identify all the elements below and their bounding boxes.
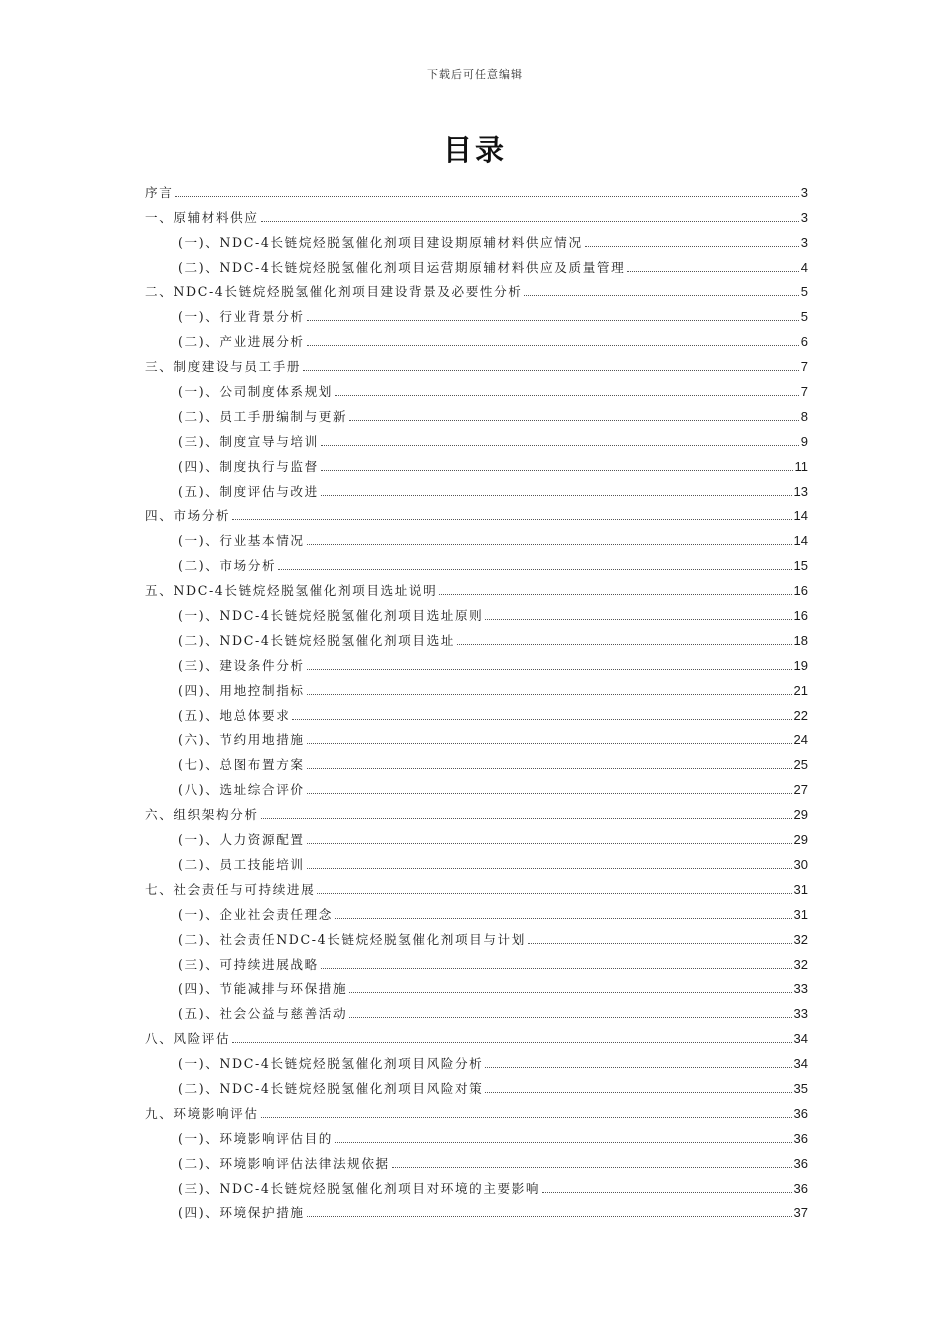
toc-entry-text: (三)、制度宣导与培训: [178, 433, 319, 449]
toc-entry-text: (一)、NDC-4长链烷烃脱氢催化剂项目建设期原辅材料供应情况: [178, 234, 583, 250]
toc-row[interactable]: [145, 375, 808, 400]
toc-page-number: 7: [800, 359, 808, 375]
toc-entry-text: (二)、产业进展分析: [178, 334, 305, 350]
toc-page-number: 31: [793, 906, 808, 922]
toc-row[interactable]: [145, 773, 808, 798]
toc-page-number: 3: [800, 209, 808, 225]
toc-row[interactable]: [145, 400, 808, 425]
toc-row[interactable]: [145, 649, 808, 674]
toc-leader-dots: [232, 1042, 791, 1043]
toc-page-number: 29: [793, 832, 808, 848]
toc-row[interactable]: [145, 350, 808, 375]
toc-entry-text: 九、环境影响评估: [145, 1105, 259, 1121]
toc-leader-dots: [307, 345, 799, 346]
toc-page-number: 34: [793, 1056, 808, 1072]
toc-leader-dots: [528, 943, 792, 944]
toc-leader-dots: [542, 1192, 791, 1193]
toc-leader-dots: [321, 445, 799, 446]
toc-page-number: 34: [793, 1031, 808, 1047]
toc-leader-dots: [261, 221, 799, 222]
toc-leader-dots: [627, 271, 798, 272]
toc-page-number: 36: [793, 1180, 808, 1196]
toc-leader-dots: [485, 619, 791, 620]
toc-page-number: 32: [793, 931, 808, 947]
toc-leader-dots: [485, 1067, 791, 1068]
toc-leader-dots: [307, 768, 792, 769]
toc-page-number: 5: [800, 284, 808, 300]
toc-leader-dots: [307, 793, 792, 794]
toc-page-number: 31: [793, 881, 808, 897]
toc-page-number: 33: [793, 1006, 808, 1022]
toc-leader-dots: [317, 893, 791, 894]
toc-leader-dots: [585, 246, 799, 247]
toc-entry-text: 五、NDC-4长链烷烃脱氢催化剂项目选址说明: [145, 583, 438, 599]
toc-row[interactable]: [145, 325, 808, 350]
toc-entry-text: (二)、环境影响评估法律法规依据: [178, 1155, 390, 1171]
toc-row[interactable]: [145, 1197, 808, 1222]
toc-row[interactable]: [145, 1022, 808, 1047]
toc-entry-text: 七、社会责任与可持续进展: [145, 881, 316, 897]
toc-page-number: 37: [793, 1205, 808, 1221]
toc-row[interactable]: [145, 823, 808, 848]
toc-row[interactable]: [145, 973, 808, 998]
toc-leader-dots: [335, 1142, 792, 1143]
toc-entry-text: (一)、NDC-4长链烷烃脱氢催化剂项目选址原则: [178, 608, 484, 624]
toc-entry-text: (二)、员工技能培训: [178, 856, 305, 872]
toc-leader-dots: [335, 918, 792, 919]
toc-leader-dots: [439, 594, 791, 595]
toc-leader-dots: [349, 1017, 791, 1018]
toc-page-number: 36: [793, 1130, 808, 1146]
toc-leader-dots: [292, 719, 791, 720]
toc-entry-text: (四)、制度执行与监督: [178, 458, 319, 474]
toc-page-number: 25: [793, 757, 808, 773]
toc-entry-text: (五)、制度评估与改进: [178, 483, 319, 499]
toc-leader-dots: [232, 519, 791, 520]
toc-page-number: 35: [793, 1080, 808, 1096]
toc-entry-text: (六)、节约用地措施: [178, 732, 305, 748]
toc-entry-text: (四)、环境保护措施: [178, 1205, 305, 1221]
toc-page-number: 5: [800, 309, 808, 325]
toc-page-number: 16: [793, 608, 808, 624]
toc-row[interactable]: [145, 873, 808, 898]
toc-page-number: 24: [793, 732, 808, 748]
toc-entry-text: (七)、总图布置方案: [178, 757, 305, 773]
toc-entry-text: (二)、社会责任NDC-4长链烷烃脱氢催化剂项目与计划: [178, 931, 526, 947]
toc-title: 目录: [442, 133, 507, 167]
toc-leader-dots: [524, 295, 798, 296]
toc-leader-dots: [457, 644, 792, 645]
toc-leader-dots: [321, 470, 793, 471]
toc-entry-text: 三、制度建设与员工手册: [145, 359, 302, 375]
toc-row[interactable]: [145, 898, 808, 923]
toc-row[interactable]: [145, 848, 808, 873]
toc-leader-dots: [321, 495, 792, 496]
toc-leader-dots: [321, 968, 792, 969]
toc-row[interactable]: [145, 724, 808, 749]
toc-row[interactable]: [145, 500, 808, 525]
toc-entry-text: (二)、市场分析: [178, 558, 277, 574]
toc-page-number: 3: [800, 234, 808, 250]
toc-row[interactable]: [145, 276, 808, 301]
toc-page-number: 7: [800, 384, 808, 400]
toc-row[interactable]: [145, 948, 808, 973]
toc-entry-text: (三)、建设条件分析: [178, 657, 305, 673]
toc-leader-dots: [307, 843, 792, 844]
toc-leader-dots: [307, 669, 792, 670]
toc-entry-text: 六、组织架构分析: [145, 807, 259, 823]
toc-row[interactable]: [145, 251, 808, 276]
toc-entry-text: (四)、用地控制指标: [178, 682, 305, 698]
toc-page-number: 15: [793, 558, 808, 574]
toc-entry-text: (二)、NDC-4长链烷烃脱氢催化剂项目风险对策: [178, 1080, 484, 1096]
toc-row[interactable]: [145, 674, 808, 699]
toc-page-number: 11: [794, 458, 808, 474]
toc-leader-dots: [261, 1117, 792, 1118]
toc-row[interactable]: [145, 1147, 808, 1172]
toc-row[interactable]: [145, 450, 808, 475]
toc-page-number: 4: [800, 259, 808, 275]
toc-entry-text: 二、NDC-4长链烷烃脱氢催化剂项目建设背景及必要性分析: [145, 284, 523, 300]
toc-page-number: 32: [793, 956, 808, 972]
toc-entry-text: (二)、NDC-4长链烷烃脱氢催化剂项目选址: [178, 632, 455, 648]
toc-entry-text: (三)、NDC-4长链烷烃脱氢催化剂项目对环境的主要影响: [178, 1180, 541, 1196]
toc-leader-dots: [175, 196, 798, 197]
toc-page-number: 16: [793, 583, 808, 599]
toc-row[interactable]: [145, 798, 808, 823]
toc-entry-text: (二)、NDC-4长链烷烃脱氢催化剂项目运营期原辅材料供应及质量管理: [178, 259, 626, 275]
toc-leader-dots: [307, 743, 792, 744]
toc-row[interactable]: [145, 425, 808, 450]
toc-leader-dots: [261, 818, 792, 819]
toc-page-number: 18: [793, 632, 808, 648]
toc-leader-dots: [303, 370, 799, 371]
toc-leader-dots: [307, 544, 792, 545]
toc-page-number: 27: [793, 782, 808, 798]
toc-row[interactable]: [145, 997, 808, 1022]
toc-entry-text: (一)、环境影响评估目的: [178, 1130, 333, 1146]
toc-row[interactable]: [145, 1172, 808, 1197]
toc-row[interactable]: [145, 475, 808, 500]
toc-leader-dots: [307, 1216, 792, 1217]
toc-page-number: 30: [793, 856, 808, 872]
toc-page-number: 8: [800, 408, 808, 424]
toc-row[interactable]: [145, 1072, 808, 1097]
toc-page-number: 14: [793, 508, 808, 524]
toc-entry-text: 一、原辅材料供应: [145, 209, 259, 225]
toc-leader-dots: [307, 320, 799, 321]
toc-entry-text: (五)、地总体要求: [178, 707, 291, 723]
header-note: 下载后可任意编辑: [427, 68, 523, 81]
toc-entry-text: (八)、选址综合评价: [178, 782, 305, 798]
toc-page-number: 22: [793, 707, 808, 723]
toc-row[interactable]: [145, 176, 808, 201]
toc-leader-dots: [278, 569, 791, 570]
toc-entry-text: (一)、NDC-4长链烷烃脱氢催化剂项目风险分析: [178, 1056, 484, 1072]
toc-leader-dots: [349, 992, 791, 993]
toc-leader-dots: [307, 694, 792, 695]
toc-row[interactable]: [145, 599, 808, 624]
toc-row[interactable]: [145, 1047, 808, 1072]
toc-entry-text: 序言: [145, 184, 174, 200]
toc-row[interactable]: [145, 226, 808, 251]
toc-row[interactable]: [145, 574, 808, 599]
toc-row[interactable]: [145, 748, 808, 773]
toc-page-number: 29: [793, 807, 808, 823]
toc-entry-text: (一)、行业背景分析: [178, 309, 305, 325]
toc-page-number: 3: [800, 184, 808, 200]
toc-entry-text: (一)、人力资源配置: [178, 832, 305, 848]
toc-row[interactable]: [145, 923, 808, 948]
table-of-contents: [145, 176, 808, 1221]
toc-page-number: 36: [793, 1155, 808, 1171]
toc-leader-dots: [485, 1092, 791, 1093]
toc-page-number: 14: [793, 533, 808, 549]
toc-entry-text: (四)、节能减排与环保措施: [178, 981, 348, 997]
toc-row[interactable]: [145, 624, 808, 649]
toc-row[interactable]: [145, 1122, 808, 1147]
toc-entry-text: (五)、社会公益与慈善活动: [178, 1006, 348, 1022]
toc-leader-dots: [335, 395, 799, 396]
toc-page-number: 9: [800, 433, 808, 449]
toc-entry-text: (一)、企业社会责任理念: [178, 906, 333, 922]
toc-page-number: 19: [793, 657, 808, 673]
toc-row[interactable]: [145, 1097, 808, 1122]
toc-row[interactable]: [145, 549, 808, 574]
toc-entry-text: (三)、可持续进展战略: [178, 956, 319, 972]
toc-page-number: 6: [800, 334, 808, 350]
toc-row[interactable]: [145, 201, 808, 226]
toc-entry-text: 八、风险评估: [145, 1031, 231, 1047]
toc-leader-dots: [349, 420, 799, 421]
toc-row[interactable]: [145, 524, 808, 549]
toc-entry-text: (一)、行业基本情况: [178, 533, 305, 549]
toc-leader-dots: [307, 868, 792, 869]
toc-page-number: 36: [793, 1105, 808, 1121]
toc-page-number: 33: [793, 981, 808, 997]
toc-entry-text: 四、市场分析: [145, 508, 231, 524]
toc-leader-dots: [392, 1167, 792, 1168]
toc-entry-text: (二)、员工手册编制与更新: [178, 408, 348, 424]
toc-page-number: 13: [793, 483, 808, 499]
toc-row[interactable]: [145, 300, 808, 325]
toc-page-number: 21: [793, 682, 808, 698]
toc-entry-text: (一)、公司制度体系规划: [178, 384, 333, 400]
toc-row[interactable]: [145, 699, 808, 724]
